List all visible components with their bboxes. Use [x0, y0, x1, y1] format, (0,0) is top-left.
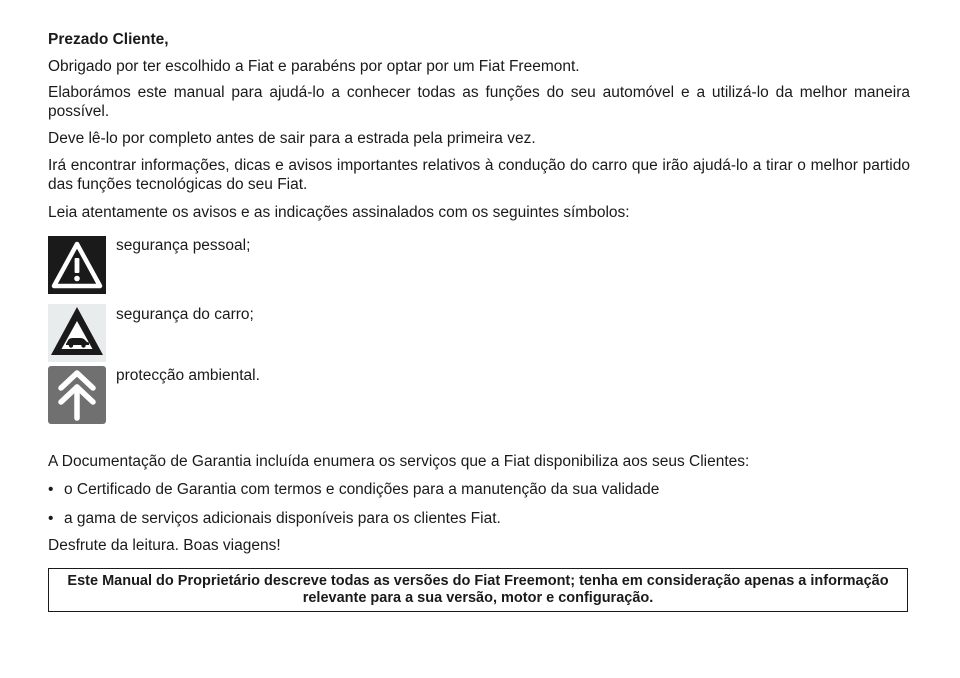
tree-icon: [48, 366, 106, 424]
info-paragraph: Irá encontrar informações, dicas e avisos importantes relativos à condução do carro que irão ajudá-lo a tirar o melhor partido das funções tecnológicas do seu Fiat.: [48, 157, 910, 193]
list-item: [48, 480, 659, 499]
versions-notice-box: Este Manual do Proprietário descreve todas as versões do Fiat Freemont; tenha em consideração apenas a informação relevante para a sua versão, motor e configuração.: [48, 568, 908, 612]
symbol-label-environment: protecção ambiental.: [116, 367, 260, 384]
manual-purpose-paragraph: Elaborámos este manual para ajudá-lo a conhecer todas as funções do seu automóvel e a utilizá-lo da melhor maneira possível.: [48, 84, 910, 120]
bullet-glyph: •: [48, 481, 54, 498]
thanks-paragraph: Obrigado por ter escolhido a Fiat e parabéns por optar por um Fiat Freemont.: [48, 58, 580, 75]
symbol-label-personal-safety: segurança pessoal;: [116, 237, 251, 254]
bullet-glyph: •: [48, 510, 54, 527]
closing-line: Desfrute da leitura. Boas viagens!: [48, 537, 281, 554]
warranty-intro: A Documentação de Garantia incluída enumera os serviços que a Fiat disponibiliza aos seus Clientes:: [48, 453, 750, 470]
list-item-text: a gama de serviços adicionais disponíveis para os clientes Fiat.: [64, 510, 501, 527]
read-before-paragraph: Deve lê-lo por completo antes de sair para a estrada pela primeira vez.: [48, 130, 536, 147]
list-item: [48, 509, 501, 528]
symbols-intro: Leia atentamente os avisos e as indicações assinalados com os seguintes símbolos:: [48, 204, 630, 221]
car-warning-icon: [48, 304, 106, 362]
symbol-label-car-safety: segurança do carro;: [116, 306, 254, 323]
warning-triangle-icon: [48, 236, 106, 294]
greeting: Prezado Cliente,: [48, 31, 169, 48]
list-item-text: o Certificado de Garantia com termos e condições para a manutenção da sua validade: [64, 481, 660, 498]
